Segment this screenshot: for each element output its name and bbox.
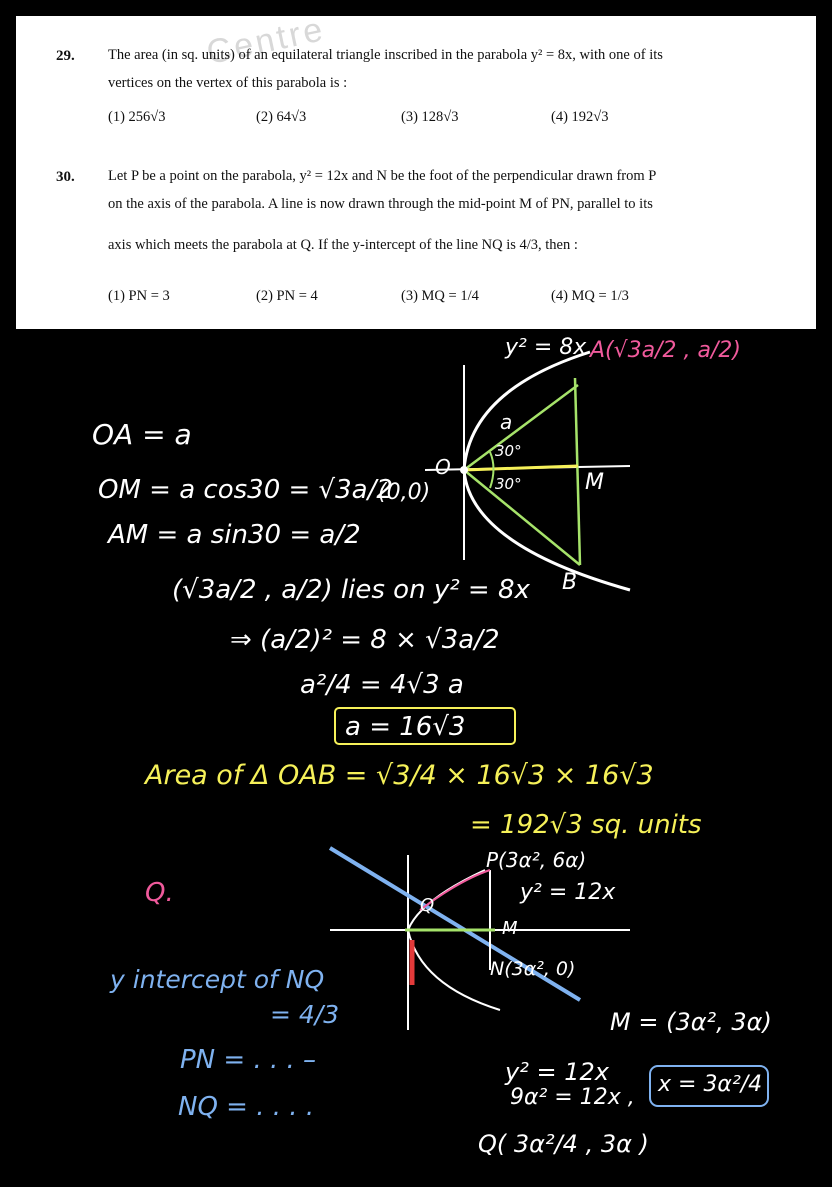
- hw-point-a: A(√3a/2 , a/2): [590, 338, 741, 363]
- question-30-option-3[interactable]: (3) MQ = 1/4: [401, 288, 479, 304]
- question-30-line2: on the axis of the parabola. A line is now drawn through the mid-point M of PN, parallel to its: [108, 196, 653, 212]
- hw-area: Area of Δ OAB = √3/4 × 16√3 × 16√3: [145, 760, 654, 791]
- diagram1-parabola: [464, 352, 630, 590]
- hw-n-point: N(3α², 0): [490, 958, 576, 980]
- hw-result: a = 16√3: [345, 712, 466, 742]
- hw-m-coord: M = (3α², 3α): [610, 1008, 772, 1036]
- hw-angle2: 30°: [495, 475, 522, 493]
- question-30-option-4[interactable]: (4) MQ = 1/3: [551, 288, 629, 304]
- question-30-number: 30.: [56, 169, 75, 185]
- question-30-option-1[interactable]: (1) PN = 3: [108, 288, 170, 304]
- hw-origin: (0,0): [378, 480, 431, 505]
- triangle-side-ob: [464, 470, 580, 565]
- hw-intercept-val: = 4/3: [270, 1000, 340, 1029]
- triangle-side-ab: [575, 378, 580, 565]
- hw-side-a: a: [500, 410, 513, 434]
- median-om: [464, 466, 578, 470]
- hw-label-m: M: [585, 470, 604, 495]
- question-29-line1: The area (in sq. units) of an equilateral triangle inscribed in the parabola y² = 8x, with one of its: [108, 47, 663, 63]
- hw-angle1: 30°: [495, 442, 522, 460]
- hw-nq: NQ = . . . .: [178, 1092, 315, 1122]
- question-29-line2: vertices on the vertex of this parabola is :: [108, 75, 348, 91]
- question-30-line1: Let P be a point on the parabola, y² = 12x and N be the foot of the perpendicular drawn from P: [108, 168, 657, 184]
- hw-oa: OA = a: [92, 418, 192, 451]
- hw-q-coord: Q( 3α²/4 , 3α ): [478, 1130, 649, 1158]
- hw-curve-label: y² = 8x: [505, 335, 587, 360]
- hw-intercept: y intercept of NQ: [110, 965, 325, 994]
- hw-parabola2: y² = 12x: [520, 880, 616, 905]
- hw-eq1: y² = 12x: [505, 1058, 609, 1086]
- hw-am: AM = a sin30 = a/2: [108, 520, 361, 550]
- hw-q-label: Q.: [145, 878, 174, 908]
- diagram2-parabola: [408, 870, 500, 1010]
- hw-pn: PN = . . . –: [180, 1045, 317, 1075]
- hw-step2: a²/4 = 4√3 a: [300, 670, 464, 700]
- question-30-line3: axis which meets the parabola at Q. If the y-intercept of the line NQ is 4/3, then :: [108, 237, 578, 253]
- question-29-option-4[interactable]: (4) 192√3: [551, 109, 609, 125]
- hw-q-point: Q: [420, 895, 435, 916]
- watermark: Centre: [203, 9, 329, 73]
- question-30-option-2[interactable]: (2) PN = 4: [256, 288, 318, 304]
- hw-eq2: 9α² = 12x ,: [510, 1085, 635, 1110]
- hw-x-value: x = 3α²/4: [658, 1072, 763, 1097]
- hw-p-point: P(3α², 6α): [486, 848, 587, 872]
- origin-dot: [460, 466, 468, 474]
- hw-label-b: B: [562, 570, 578, 595]
- hw-m-label: M: [502, 918, 518, 939]
- hw-om: OM = a cos30 = √3a/2: [98, 475, 393, 505]
- hw-step1: ⇒ (a/2)² = 8 × √3a/2: [230, 625, 500, 655]
- hw-lies: (√3a/2 , a/2) lies on y² = 8x: [172, 575, 530, 605]
- question-29-number: 29.: [56, 48, 75, 64]
- question-29-option-3[interactable]: (3) 128√3: [401, 109, 459, 125]
- hw-label-o: O: [435, 455, 451, 479]
- question-29-option-1[interactable]: (1) 256√3: [108, 109, 166, 125]
- question-29-option-2[interactable]: (2) 64√3: [256, 109, 307, 125]
- hw-area-result: = 192√3 sq. units: [470, 810, 702, 840]
